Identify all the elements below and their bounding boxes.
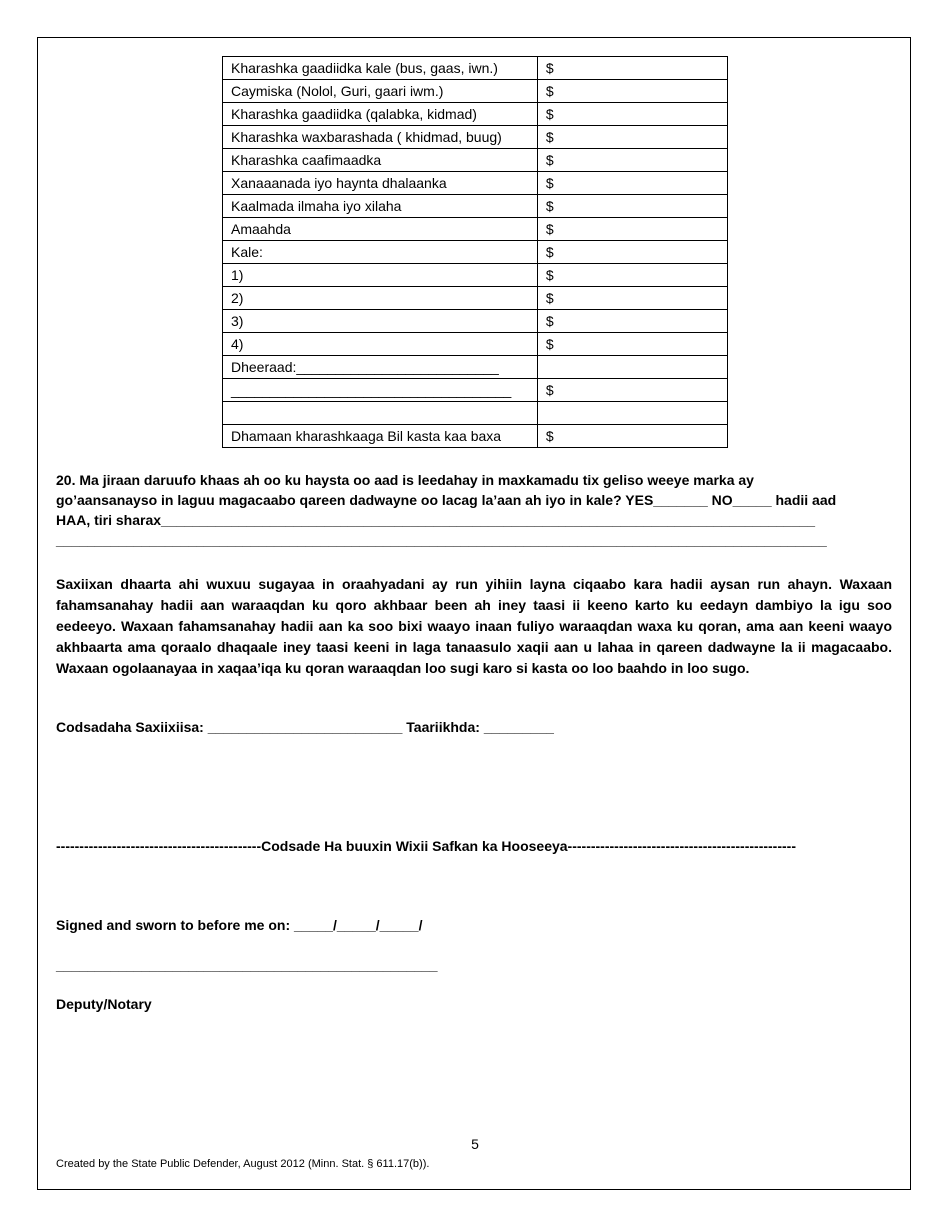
table-row xyxy=(223,333,728,356)
deputy-notary-label: Deputy/Notary xyxy=(56,996,152,1012)
expense-amount-field[interactable]: $ xyxy=(537,241,727,264)
applicant-signature-line: Codsadaha Saxiixiisa: _________________________ Taariikhda: _________ xyxy=(56,719,554,735)
question-20-line-2: go’aansanayso in laguu magacaabo qareen dadwayne oo lacag la’aan ah iyo in kale? YES_______ NO_____ hadii aad xyxy=(56,492,837,508)
expense-label: Dhamaan kharashkaaga Bil kasta kaa baxa xyxy=(223,425,538,448)
expense-amount-field[interactable]: $ xyxy=(537,80,727,103)
question-20 xyxy=(56,470,896,550)
expense-amount-field[interactable]: $ xyxy=(537,172,727,195)
expense-label: 3) xyxy=(223,310,538,333)
expense-amount-field[interactable]: $ xyxy=(537,425,727,448)
table-row xyxy=(223,402,728,425)
expense-amount-field[interactable]: $ xyxy=(537,264,727,287)
expense-table-body xyxy=(223,57,728,448)
expense-amount-field[interactable]: $ xyxy=(537,218,727,241)
expense-label: Xanaaanada iyo haynta dhalaanka xyxy=(223,172,538,195)
expense-label: 1) xyxy=(223,264,538,287)
expense-label: Kharashka gaadiidka (qalabka, kidmad) xyxy=(223,103,538,126)
expense-label: ____________________________________ xyxy=(223,379,538,402)
expense-amount-field[interactable]: $ xyxy=(537,195,727,218)
table-row xyxy=(223,172,728,195)
question-20-line-1: 20. Ma jiraan daruufo khaas ah oo ku haysta oo aad is leedahay in maxkamadu tix geliso weeye marka ay xyxy=(56,472,754,488)
expense-amount-field[interactable] xyxy=(537,356,727,379)
table-row xyxy=(223,149,728,172)
do-not-fill-divider: --------------------------------------------Codsade Ha buuxin Wixii Safkan ka Hooseeya------------------------------------------------- xyxy=(56,838,796,854)
expense-amount-field[interactable] xyxy=(537,402,727,425)
table-row xyxy=(223,356,728,379)
expense-label: Kharashka caafimaadka xyxy=(223,149,538,172)
notary-signature-rule: _________________________________________________ xyxy=(56,957,438,973)
footer-credit: Created by the State Public Defender, August 2012 (Minn. Stat. § 611.17(b)). xyxy=(56,1158,430,1170)
table-row xyxy=(223,241,728,264)
table-row xyxy=(223,264,728,287)
page-number: 5 xyxy=(471,1136,479,1152)
expense-label xyxy=(223,402,538,425)
expense-amount-field[interactable]: $ xyxy=(537,379,727,402)
table-row xyxy=(223,379,728,402)
expense-label: Kale: xyxy=(223,241,538,264)
expense-label: 2) xyxy=(223,287,538,310)
expense-amount-field[interactable]: $ xyxy=(537,57,727,80)
expense-label: Dheeraad:__________________________ xyxy=(223,356,538,379)
sworn-date-line: Signed and sworn to before me on: _____/_____/_____/ xyxy=(56,917,423,933)
monthly-expenses-table xyxy=(222,56,728,448)
expense-amount-field[interactable]: $ xyxy=(537,333,727,356)
expense-label: Kaalmada ilmaha iyo xilaha xyxy=(223,195,538,218)
expense-label: Kharashka waxbarashada ( khidmad, buug) xyxy=(223,126,538,149)
table-row xyxy=(223,126,728,149)
expense-label: Kharashka gaadiidka kale (bus, gaas, iwn.) xyxy=(223,57,538,80)
table-row xyxy=(223,80,728,103)
expense-amount-field[interactable]: $ xyxy=(537,149,727,172)
table-row xyxy=(223,195,728,218)
expense-amount-field[interactable]: $ xyxy=(537,310,727,333)
expense-amount-field[interactable]: $ xyxy=(537,287,727,310)
table-row xyxy=(223,287,728,310)
expense-label: Amaahda xyxy=(223,218,538,241)
table-row xyxy=(223,425,728,448)
table-row xyxy=(223,57,728,80)
expense-amount-field[interactable]: $ xyxy=(537,103,727,126)
question-20-extra-line: ___________________________________________________________________________________________________ xyxy=(56,532,827,548)
table-row xyxy=(223,103,728,126)
table-row xyxy=(223,218,728,241)
expense-label: Caymiska (Nolol, Guri, gaari iwm.) xyxy=(223,80,538,103)
question-20-explain-line: HAA, tiri sharax____________________________________________________________________________________ xyxy=(56,512,816,528)
sworn-statement: Saxiixan dhaarta ahi wuxuu sugayaa in oraahyadani ay run yihiin layna ciqaabo kara hadii aysan run ahayn. Waxaan fahamsanahay hadii aan waraaqdan ku qoro akhbaar been ah iney taasi ii keeno karto ku eedayn dambiyo la igu soo eedeeyo. Waxaan fahamsanahay hadii aan ka soo bixi waayo inaan fuliyo waraaqdan waxa ku qoran, ama aan keeni waayo akhbaarta ama qoraalo dhaqaale iney taasi keeni in laga tanaasulo xaqii aan u lahaa in qareen dadwayne la ii magacaabo. Waxaan ogolaanayaa in xaqaa’iqa ku qoran waraaqdan loo sugi karo si kasta oo loo baahdo in loo sugo. xyxy=(56,576,892,676)
expense-label: 4) xyxy=(223,333,538,356)
table-row xyxy=(223,310,728,333)
expense-amount-field[interactable]: $ xyxy=(537,126,727,149)
